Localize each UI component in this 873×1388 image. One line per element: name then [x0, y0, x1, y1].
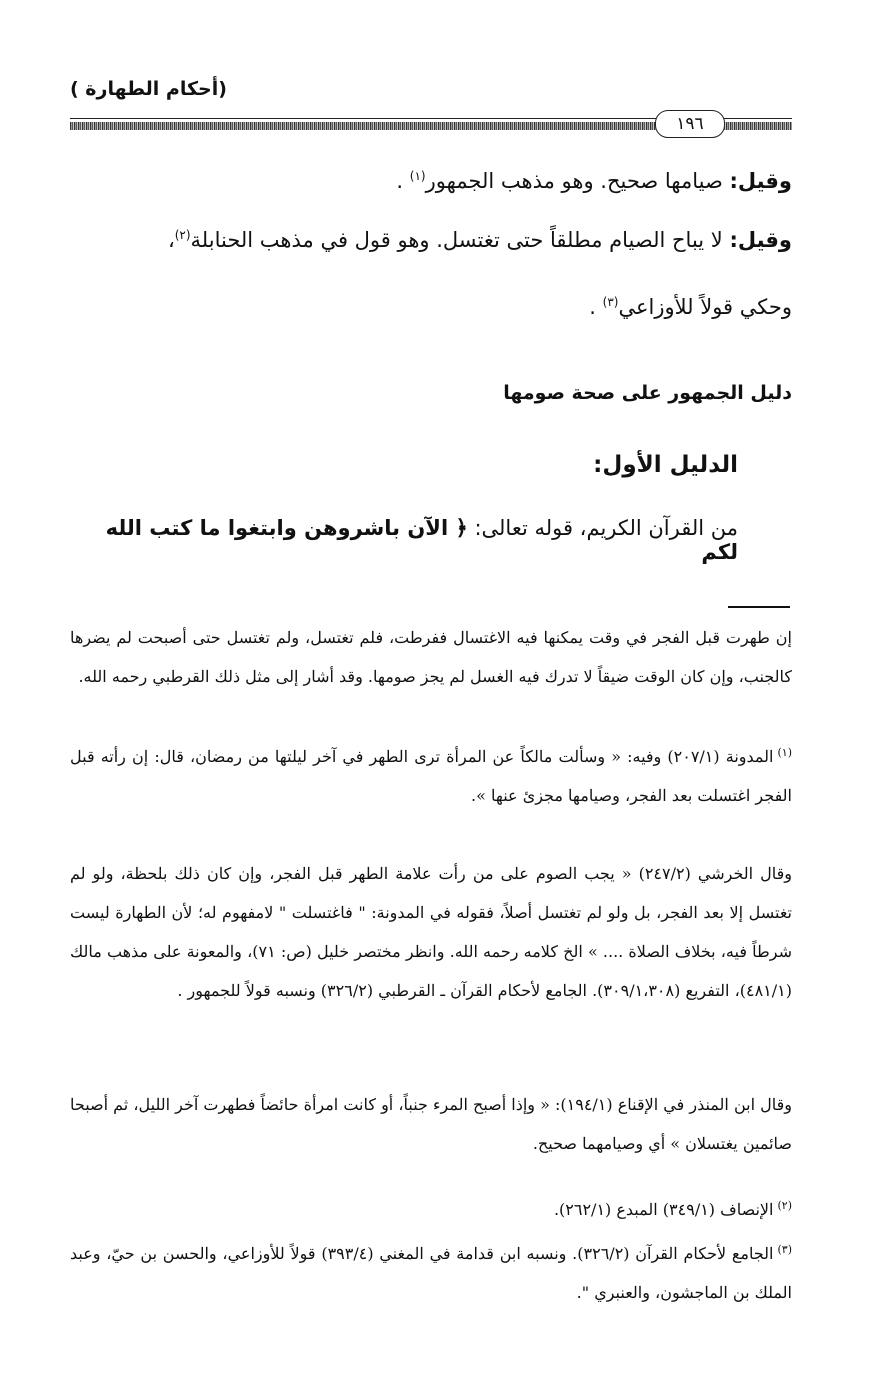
- footnote-separator: [728, 606, 790, 608]
- footnote-3: [70, 1234, 792, 1312]
- quran-citation-line: [70, 516, 738, 564]
- footnote-3-marker: (٣): [777, 1242, 793, 1256]
- footnote-1: [70, 737, 792, 815]
- footnote-1-marker: (١): [777, 745, 792, 759]
- footnote-ref-1[interactable]: (١): [409, 169, 426, 183]
- main-paragraph-2: [70, 227, 792, 254]
- paragraph-3-end: .: [589, 295, 603, 319]
- footnote-2-marker: (٢): [777, 1198, 792, 1212]
- paragraph-3-text: وحكي قولاً للأوزاعي: [618, 295, 792, 319]
- paragraph-2-text: لا يباح الصيام مطلقاً حتى تغتسل. وهو قول في مذهب الحنابلة: [190, 228, 730, 252]
- paragraph-2-lead: وقيل:: [729, 228, 792, 252]
- quran-citation-lead: من القرآن الكريم، قوله تعالى:: [467, 516, 738, 540]
- footnote-ref-3[interactable]: (٣): [602, 295, 619, 309]
- sub-heading: الدليل الأول:: [593, 452, 738, 478]
- running-header-title: (أحكام الطهارة ): [70, 78, 227, 100]
- footnote-1-paragraph-3: وقال ابن المنذر في الإقناع (١٩٤/١): « وإذا أصبح المرء جنباً، أو كانت امرأة حائضاً فطهرت آخر الليل، ثم أصبحا صائمين يغتسلان » أي وصيامهما صحيح.: [70, 1095, 792, 1153]
- footnote-1-text: المدونة (٢٠٧/١) وفيه: « وسألت مالكاً عن المرأة ترى الطهر في آخر ليلتها من رمضان، قال: إن رأته قبل الفجر اغتسلت بعد الفجر، وصيامها مجزئ عنها ».: [70, 747, 792, 805]
- footnote-3-text: الجامع لأحكام القرآن (٣٢٦/٢). ونسبه ابن قدامة في المغني (٣٩٣/٤) قولاً للأوزاعي، والحسن بن حيّ، وعبد الملك بن الماجشون، والعنبري ".: [70, 1244, 792, 1302]
- paragraph-1-end: .: [396, 169, 410, 193]
- page-number: ١٩٦: [655, 110, 725, 138]
- main-paragraph-1: [70, 168, 792, 195]
- footnote-continuation: إن طهرت قبل الفجر في وقت يمكنها فيه الاغتسال ففرطت، فلم تغتسل، ولم تغتسل حتى أصبحت لم يضرها كالجنب، وإن كان الوقت ضيقاً لا تدرك فيه الغسل لم يجز صومها. وقد أشار إلى مثل ذلك القرطبي رحمه الله.: [70, 628, 793, 686]
- main-paragraph-3: [70, 294, 792, 321]
- footnote-2-text: الإنصاف (٣٤٩/١) المبدع (٢٦٢/١).: [553, 1200, 774, 1219]
- quran-ayah-text: ﴿ الآن باشروهن وابتغوا ما كتب الله لكم: [105, 516, 738, 564]
- paragraph-1-lead: وقيل:: [729, 169, 792, 193]
- footnote-ref-2[interactable]: (٢): [174, 228, 191, 242]
- footnote-1-paragraph-2: وقال الخرشي (٢٤٧/٢) « يجب الصوم على من رأت علامة الطهر قبل الفجر، وإن كان ذلك بلحظة، ولو لم تغتسل إلا بعد الفجر، بل ولو لم تغتسل أصلاً، فقوله في المدونة: " فاغتسلت " لامفهوم له؛ لأن الطهارة ليست شرطاً فيه، بخلاف الصلاة .... » الخ كلامه رحمه الله. وانظر مختصر خليل (ص: ٧١)، والمعونة على مذهب مالك (٤٨١/١)، التفريع (٣٠٩/١،٣٠٨). الجامع لأحكام القرآن ـ القرطبي (٣٢٦/٢) ونسبه قولاً للجمهور .: [70, 864, 792, 1000]
- section-heading: دليل الجمهور على صحة صومها: [503, 382, 792, 404]
- paragraph-2-end: ،: [167, 228, 175, 252]
- footnote-2: [70, 1190, 792, 1229]
- paragraph-1-text: صيامها صحيح. وهو مذهب الجمهور: [425, 169, 730, 193]
